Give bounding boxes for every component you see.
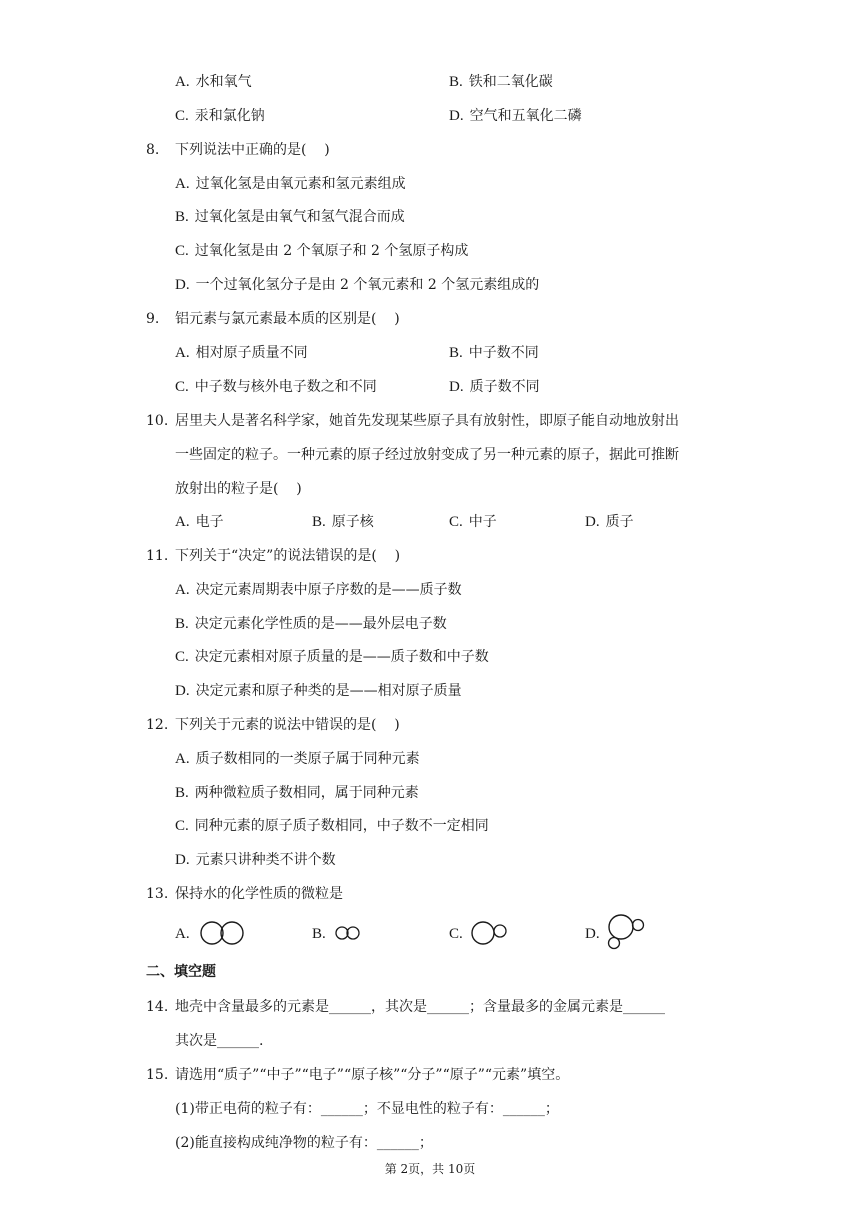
q11-option-c: C. 决定元素相对原子质量的是——质子数和中子数: [175, 649, 489, 665]
q13-number: 13.: [146, 886, 169, 902]
q10-option-a: A. 电子: [175, 514, 224, 530]
q15-sub2: (2)能直接构成纯净物的粒子有：______；: [175, 1135, 433, 1151]
q8-option-a: A. 过氧化氢是由氧元素和氢元素组成: [175, 176, 406, 192]
page-footer: 第 2页，共 10页: [384, 1162, 476, 1176]
q10-stem-line2: 一些固定的粒子。一种元素的原子经过放射变成了另一种元素的原子，据此可推断: [175, 447, 679, 463]
water-molecule-icon: [604, 912, 648, 952]
molecule-large-small-atoms-icon: [469, 919, 511, 947]
q15-stem: 请选用“质子”“中子”“电子”“原子核”“分子”“原子”“元素”填空。: [175, 1067, 570, 1083]
q14-line1: 地壳中含量最多的元素是______，其次是______；含量最多的金属元素是______: [175, 999, 665, 1015]
q10-option-c: C. 中子: [449, 514, 497, 530]
q10-number: 10.: [146, 413, 169, 429]
molecule-two-small-atoms-icon: [334, 923, 362, 943]
q10-option-b: B. 原子核: [312, 514, 374, 530]
q9-stem: 铝元素与氯元素最本质的区别是( ): [175, 311, 400, 327]
q9-number: 9.: [146, 311, 160, 327]
q8-stem: 下列说法中正确的是( ): [175, 142, 330, 158]
section-title-fill-in: 二、填空题: [146, 964, 216, 980]
q9-option-d: D. 质子数不同: [449, 379, 540, 395]
q10-stem-line3: 放射出的粒子是( ): [175, 481, 302, 497]
q15-number: 15.: [146, 1067, 169, 1083]
q9-option-c: C. 中子数与核外电子数之和不同: [175, 379, 377, 395]
q12-stem: 下列关于元素的说法中错误的是( ): [175, 717, 400, 733]
q14-number: 14.: [146, 999, 169, 1015]
q12-option-a: A. 质子数相同的一类原子属于同种元素: [175, 751, 420, 767]
q13-option-c-label: C.: [449, 926, 463, 942]
q11-option-a: A. 决定元素周期表中原子序数的是——质子数: [175, 582, 462, 598]
q9-option-b: B. 中子数不同: [449, 345, 539, 361]
q8-option-d: D. 一个过氧化氢分子是由 2 个氧元素和 2 个氢元素组成的: [175, 277, 540, 293]
q15-sub1: (1)带正电荷的粒子有：______；不显电性的粒子有：______；: [175, 1101, 559, 1117]
q8-number: 8.: [146, 142, 160, 158]
q12-option-c: C. 同种元素的原子质子数相同，中子数不一定相同: [175, 818, 489, 834]
q11-option-d: D. 决定元素和原子种类的是——相对原子质量: [175, 683, 462, 699]
q12-option-d: D. 元素只讲种类不讲个数: [175, 852, 336, 868]
q13-option-a-label: A.: [175, 926, 190, 942]
q7-option-c: C. 汞和氯化钠: [175, 108, 265, 124]
q10-option-d: D. 质子: [585, 514, 634, 530]
q11-number: 11.: [146, 548, 169, 564]
q8-option-b: B. 过氧化氢是由氧气和氢气混合而成: [175, 209, 405, 225]
q10-stem-line1: 居里夫人是著名科学家，她首先发现某些原子具有放射性，即原子能自动地放射出: [175, 413, 679, 429]
q14-line2: 其次是______.: [175, 1033, 264, 1049]
q12-number: 12.: [146, 717, 169, 733]
q11-stem: 下列关于“决定”的说法错误的是( ): [175, 548, 401, 564]
q9-option-a: A. 相对原子质量不同: [175, 345, 308, 361]
q12-option-b: B. 两种微粒质子数相同，属于同种元素: [175, 785, 419, 801]
molecule-two-large-atoms-icon: [199, 919, 247, 947]
q8-option-c: C. 过氧化氢是由 2 个氧原子和 2 个氢原子构成: [175, 243, 469, 259]
q7-option-b: B. 铁和二氧化碳: [449, 74, 553, 90]
q11-option-b: B. 决定元素化学性质的是——最外层电子数: [175, 616, 447, 632]
q13-stem: 保持水的化学性质的微粒是: [175, 886, 343, 902]
q13-option-b-label: B.: [312, 926, 326, 942]
q7-option-a: A. 水和氧气: [175, 74, 252, 90]
q7-option-d: D. 空气和五氧化二磷: [449, 108, 582, 124]
q13-option-d-label: D.: [585, 926, 600, 942]
